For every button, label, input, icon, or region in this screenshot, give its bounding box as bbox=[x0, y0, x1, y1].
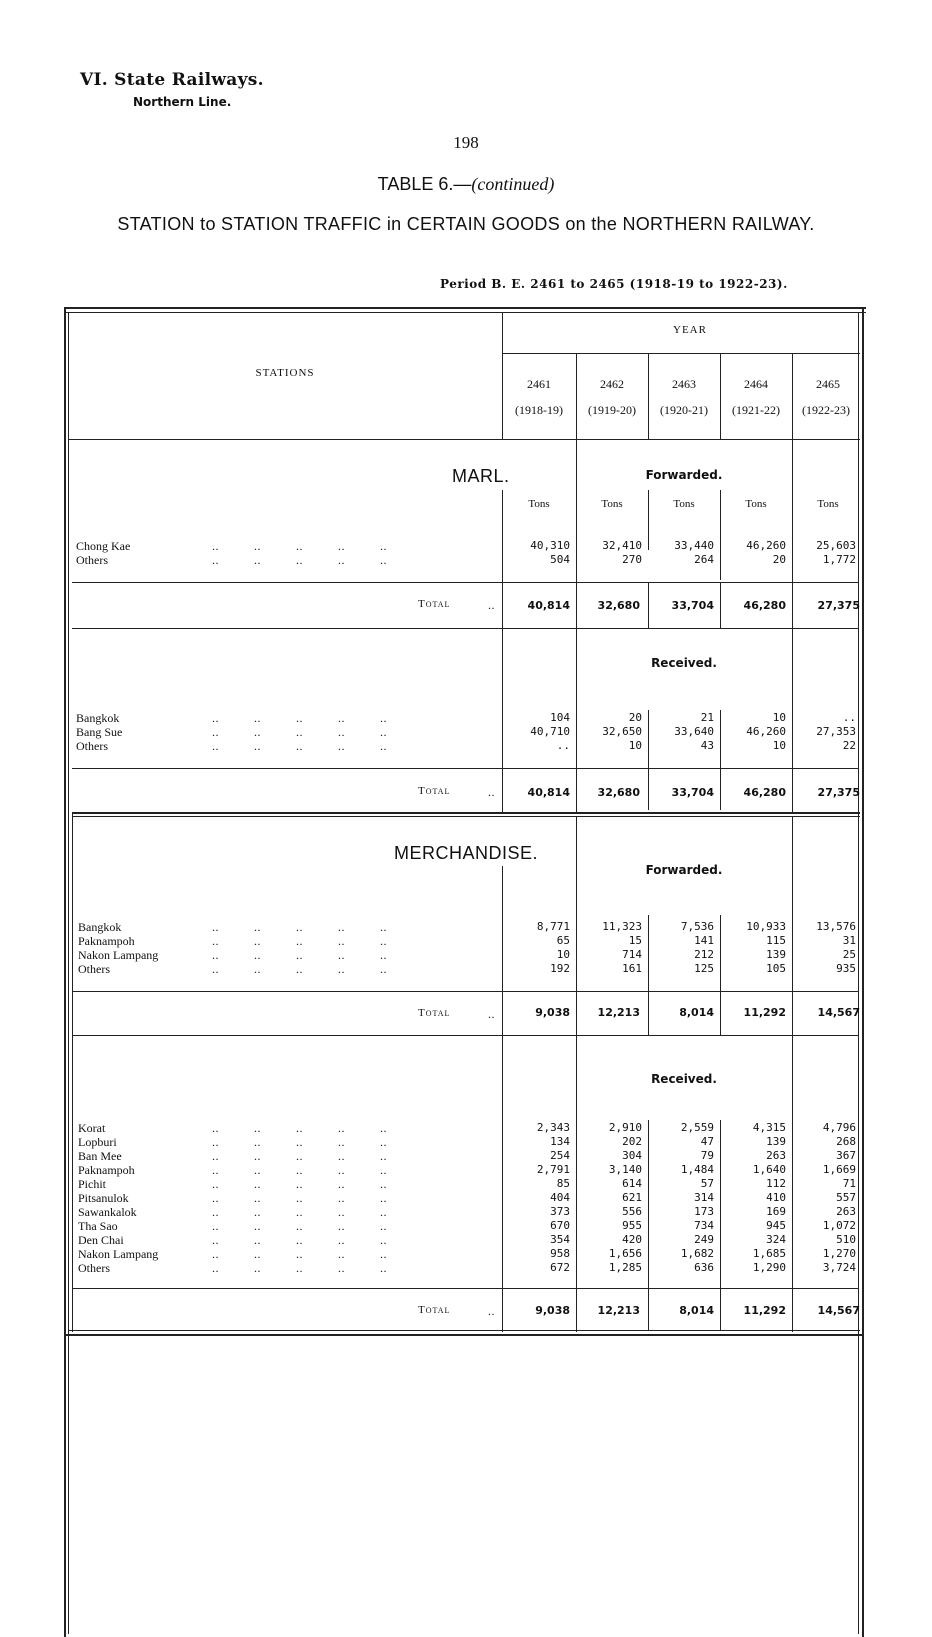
merch-rec-total-2463: 8,014 bbox=[679, 1304, 714, 1317]
marl-rec-2465: .. 27,353 22 bbox=[816, 711, 856, 752]
marl-rec-total-2464: 46,280 bbox=[743, 786, 786, 799]
line-subheading: Northern Line. bbox=[133, 95, 232, 109]
period-1921-22: (1921-22) bbox=[732, 403, 780, 417]
marl-rec-2462: 20 32,650 10 bbox=[602, 711, 642, 752]
merch-fwd-2461: 8,771 65 10 192 bbox=[536, 920, 570, 975]
marl-fwd-2464: 46,260 20 bbox=[746, 539, 786, 566]
unit-tons: Tons bbox=[601, 498, 623, 510]
total-label: Total bbox=[418, 1007, 451, 1019]
total-label: Total bbox=[418, 598, 451, 610]
merchandise-received-stations: Korat Lopburi Ban Mee Paknampoh Pichit Pitsanulok Sawankalok Tha Sao Den Chai Nakon Lampang Others bbox=[78, 1121, 159, 1275]
marl-fwd-total-2463: 33,704 bbox=[671, 599, 714, 612]
merch-rec-total-2464: 11,292 bbox=[743, 1304, 786, 1317]
marl-fwd-2463: 33,440 264 bbox=[674, 539, 714, 566]
marl-title: MARL. bbox=[452, 466, 510, 486]
marl-rec-total-2461: 40,814 bbox=[527, 786, 570, 799]
table-label-continued: (continued) bbox=[471, 174, 555, 194]
merch-rec-total-2462: 12,213 bbox=[597, 1304, 640, 1317]
marl-rec-2464: 10 46,260 10 bbox=[746, 711, 786, 752]
table-label bbox=[0, 174, 932, 195]
page-number: 198 bbox=[453, 133, 479, 152]
leader-dots: .. .. .. .. .. .. .. .. .. .. .. .. .. .. .. .. .. .. .. .. .. .. .. .. .. .. .. .. .. .. .. .. .. .. .. .. .. .. .. .. .. .. .. .. .. .. .. .. .. .. .. .. .. .. .. bbox=[212, 1121, 387, 1275]
marl-fwd-total-2465: 27,375 bbox=[817, 599, 860, 612]
marl-fwd-total-2462: 32,680 bbox=[597, 599, 640, 612]
table-label-main: TABLE 6.— bbox=[377, 174, 472, 194]
marl-forwarded-stations: Chong Kae Others bbox=[76, 539, 131, 567]
leader-dots: .. bbox=[488, 1304, 495, 1318]
period-1920-21: (1920-21) bbox=[660, 403, 708, 417]
total-label: Total bbox=[418, 1304, 451, 1316]
period-1922-23: (1922-23) bbox=[802, 403, 850, 417]
merch-fwd-total-2464: 11,292 bbox=[743, 1006, 786, 1019]
marl-received-stations: Bangkok Bang Sue Others bbox=[76, 711, 123, 753]
marl-received-label: Received. bbox=[651, 656, 717, 670]
leader-dots: .. .. .. .. .. .. .. .. .. .. .. .. .. .. .. .. .. .. .. .. bbox=[212, 920, 387, 976]
leader-dots: .. .. .. .. .. .. .. .. .. .. bbox=[212, 539, 387, 567]
stations-header: STATIONS bbox=[255, 367, 315, 379]
merchandise-title: MERCHANDISE. bbox=[394, 843, 539, 863]
merch-rec-2462: 2,910 202 304 3,140 614 621 556 955 420 1,656 1,285 bbox=[608, 1121, 642, 1274]
total-label: Total bbox=[418, 785, 451, 797]
merch-fwd-2465: 13,576 31 25 935 bbox=[816, 920, 856, 975]
marl-rec-total-2465: 27,375 bbox=[817, 786, 860, 799]
marl-fwd-total-2464: 46,280 bbox=[743, 599, 786, 612]
merch-fwd-total-2463: 8,014 bbox=[679, 1006, 714, 1019]
marl-fwd-2461: 40,310 504 bbox=[530, 539, 570, 566]
period-1919-20: (1919-20) bbox=[588, 403, 636, 417]
unit-tons: Tons bbox=[817, 498, 839, 510]
section-heading: VI. State Railways. bbox=[80, 70, 264, 90]
leader-dots: .. bbox=[488, 785, 495, 799]
marl-forwarded-label: Forwarded. bbox=[645, 468, 723, 482]
unit-tons: Tons bbox=[528, 498, 550, 510]
merchandise-received-label: Received. bbox=[651, 1072, 717, 1086]
merch-rec-total-2461: 9,038 bbox=[535, 1304, 570, 1317]
table-title: STATION to STATION TRAFFIC in CERTAIN GOODS on the NORTHERN RAILWAY. bbox=[117, 214, 815, 234]
year-header: YEAR bbox=[673, 324, 707, 336]
merch-fwd-total-2461: 9,038 bbox=[535, 1006, 570, 1019]
leader-dots: .. bbox=[488, 598, 495, 612]
marl-fwd-2465: 25,603 1,772 bbox=[816, 539, 856, 566]
year-2463: 2463 bbox=[672, 377, 696, 391]
marl-rec-2463: 21 33,640 43 bbox=[674, 711, 714, 752]
merch-fwd-2464: 10,933 115 139 105 bbox=[746, 920, 786, 975]
merch-rec-2461: 2,343 134 254 2,791 85 404 373 670 354 958 672 bbox=[536, 1121, 570, 1274]
marl-rec-total-2463: 33,704 bbox=[671, 786, 714, 799]
unit-tons: Tons bbox=[745, 498, 767, 510]
merch-fwd-total-2462: 12,213 bbox=[597, 1006, 640, 1019]
merch-rec-total-2465: 14,567 bbox=[817, 1304, 860, 1317]
merchandise-forwarded-label: Forwarded. bbox=[645, 863, 723, 877]
leader-dots: .. .. .. .. .. .. .. .. .. .. .. .. .. .. .. bbox=[212, 711, 387, 753]
marl-rec-total-2462: 32,680 bbox=[597, 786, 640, 799]
merchandise-forwarded-stations: Bangkok Paknampoh Nakon Lampang Others bbox=[78, 920, 159, 976]
merch-rec-2464: 4,315 139 263 1,640 112 410 169 945 324 1,685 1,290 bbox=[752, 1121, 786, 1274]
year-2465: 2465 bbox=[816, 377, 840, 391]
merch-rec-2465: 4,796 268 367 1,669 71 557 263 1,072 510 1,270 3,724 bbox=[822, 1121, 856, 1274]
unit-tons: Tons bbox=[673, 498, 695, 510]
leader-dots: .. bbox=[488, 1007, 495, 1021]
merch-fwd-2462: 11,323 15 714 161 bbox=[602, 920, 642, 975]
period-line: Period B. E. 2461 to 2465 (1918-19 to 1922-23). bbox=[440, 277, 788, 291]
merch-rec-2463: 2,559 47 79 1,484 57 314 173 734 249 1,682 636 bbox=[680, 1121, 714, 1274]
period-1918-19: (1918-19) bbox=[515, 403, 563, 417]
year-2464: 2464 bbox=[744, 377, 768, 391]
year-2462: 2462 bbox=[600, 377, 624, 391]
marl-fwd-2462: 32,410 270 bbox=[602, 539, 642, 566]
merch-fwd-total-2465: 14,567 bbox=[817, 1006, 860, 1019]
marl-rec-2461: 104 40,710 .. bbox=[530, 711, 570, 752]
marl-fwd-total-2461: 40,814 bbox=[527, 599, 570, 612]
year-2461: 2461 bbox=[527, 377, 551, 391]
merch-fwd-2463: 7,536 141 212 125 bbox=[680, 920, 714, 975]
